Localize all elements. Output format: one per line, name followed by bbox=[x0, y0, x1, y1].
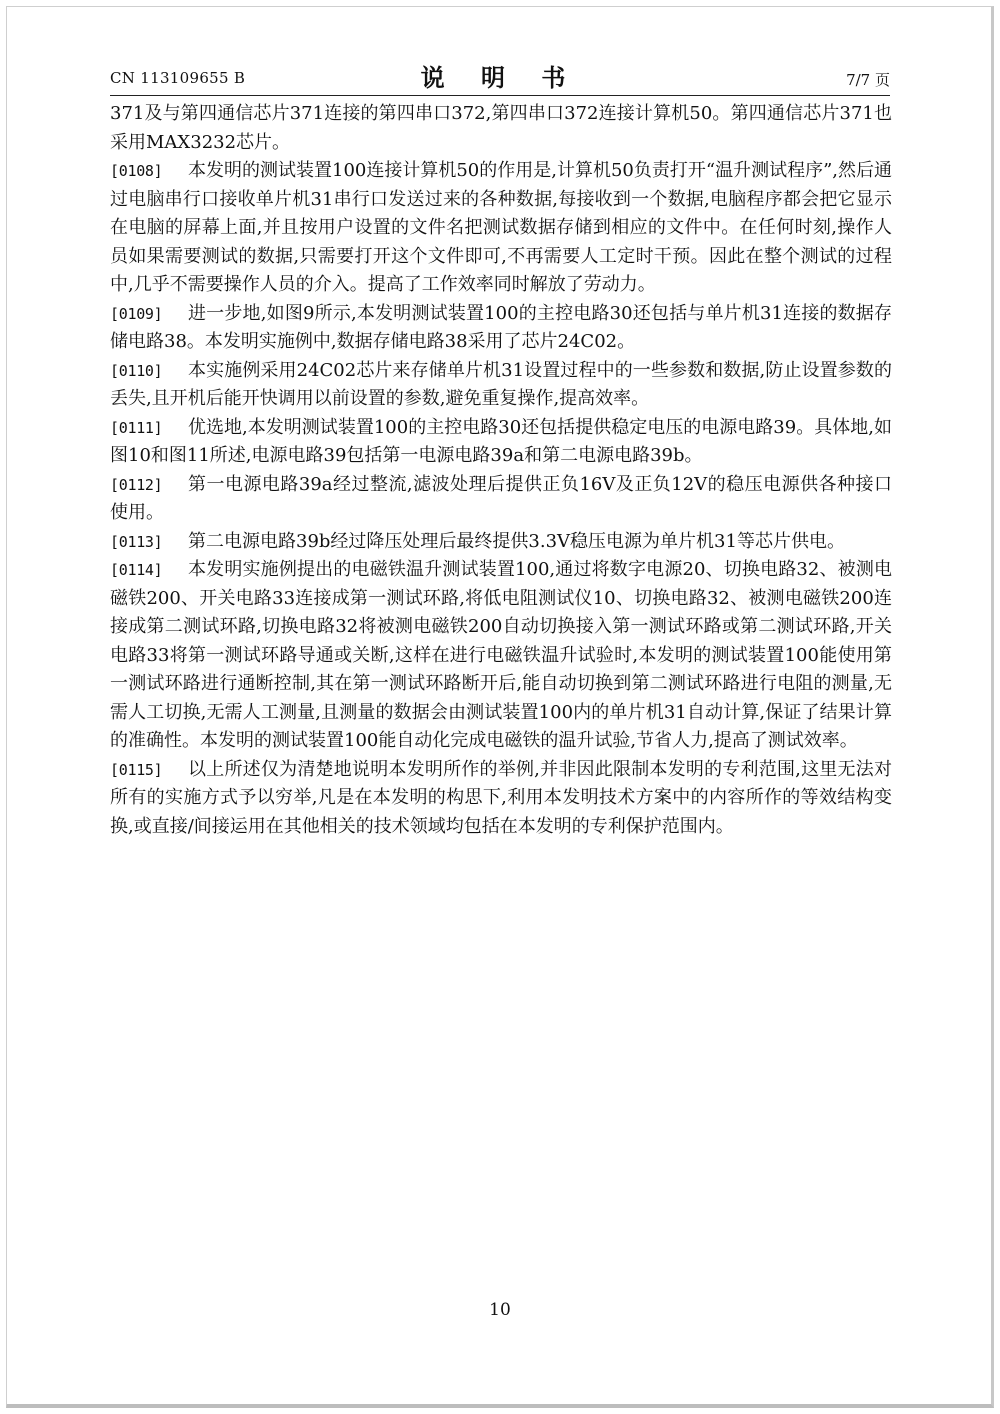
paragraph-number: [0108] bbox=[110, 162, 163, 180]
paragraph-text: 本发明实施例提出的电磁铁温升测试装置100,通过将数字电源20、切换电路32、被测电磁铁200、开关电路33连接成第一测试环路,将低电阻测试仪10、切换电路32、被测电磁铁200连接成第二测试环路,切换电路32将被测电磁铁200自动切换接入第一测试环路或第二测试环路,开关电路33将第一测试环路导通或关断,这样在进行电磁铁温升试验时,本发明的测试装置100能使用第一测试环路进行通断控制,其在第一测试环路断开后,能自动切换到第二测试环路进行电阻的测量,无需人工切换,无需人工测量,且测量的数据会由测试装置100内的单片机31自动计算,保证了结果计算的准确性。本发明的测试装置100能自动化完成电磁铁的温升试验,节省人力,提高了测试效率。 bbox=[110, 559, 892, 751]
paragraph-0111 bbox=[110, 414, 892, 471]
paragraph-0109 bbox=[110, 300, 892, 357]
paragraph-text: 优选地,本发明测试装置100的主控电路30还包括提供稳定电压的电源电路39。具体地,如图10和图11所述,电源电路39包括第一电源电路39a和第二电源电路39b。 bbox=[110, 416, 892, 466]
paragraph-0110 bbox=[110, 357, 892, 414]
paragraph-number: [0112] bbox=[110, 475, 163, 494]
paragraph-text: 第二电源电路39b经过降压处理后最终提供3.3V稳压电源为单片机31等芯片供电。 bbox=[188, 530, 845, 552]
patent-number: CN 113109655 B bbox=[110, 69, 246, 87]
paragraph-text: 以上所述仅为清楚地说明本发明所作的举例,并非因此限制本发明的专利范围,这里无法对所有的实施方式予以穷举,凡是在本发明的构思下,利用本发明技术方案中的内容所作的等效结构变换,或直接/间接运用在其他相关的技术领域均包括在本发明的专利保护范围内。 bbox=[110, 758, 892, 837]
paragraph-continuation bbox=[110, 100, 892, 157]
paragraph-text: 本发明的测试装置100连接计算机50的作用是,计算机50负责打开“温升测试程序”,然后通过电脑串行口接收单片机31串行口发送过来的各种数据,每接收到一个数据,电脑程序都会把它显示在电脑的屏幕上面,并且按用户设置的文件名把测试数据存储到相应的文件中。在任何时刻,操作人员如果需要测试的数据,只需要打开这个文件即可,不再需要人工定时干预。因此在整个测试的过程中,几乎不需要操作人员的介入。提高了工作效率同时解放了劳动力。 bbox=[110, 160, 893, 295]
document-body bbox=[110, 100, 892, 841]
paragraph-0114 bbox=[110, 556, 892, 756]
paragraph-0108 bbox=[110, 157, 892, 300]
paragraph-0113 bbox=[110, 528, 892, 557]
paragraph-0112 bbox=[110, 471, 892, 528]
paragraph-number: [0114] bbox=[110, 561, 163, 579]
page-title: 说 明 书 bbox=[420, 63, 580, 92]
page-number: 10 bbox=[489, 1300, 511, 1320]
paragraph-0115 bbox=[110, 756, 892, 842]
paragraph-number: [0113] bbox=[110, 532, 163, 551]
paragraph-number: [0110] bbox=[110, 361, 163, 380]
paragraph-text: 第一电源电路39a经过整流,滤波处理后提供正负16V及正负12V的稳压电源供各种接口使用。 bbox=[110, 473, 892, 523]
page-indicator: 7/7 页 bbox=[846, 71, 890, 89]
paragraph-number: [0111] bbox=[110, 418, 163, 437]
header-rule bbox=[110, 95, 890, 96]
paragraph-text: 本实施例采用24C02芯片来存储单片机31设置过程中的一些参数和数据,防止设置参数的丢失,且开机后能开快调用以前设置的参数,避免重复操作,提高效率。 bbox=[110, 359, 892, 409]
paragraph-number: [0109] bbox=[110, 304, 163, 323]
paragraph-number: [0115] bbox=[110, 760, 163, 779]
paragraph-text: 进一步地,如图9所示,本发明测试装置100的主控电路30还包括与单片机31连接的数据存储电路38。本发明实施例中,数据存储电路38采用了芯片24C02。 bbox=[110, 302, 892, 352]
paragraph-text: 371及与第四通信芯片371连接的第四串口372,第四串口372连接计算机50。第四通信芯片371也采用MAX3232芯片。 bbox=[110, 103, 892, 153]
